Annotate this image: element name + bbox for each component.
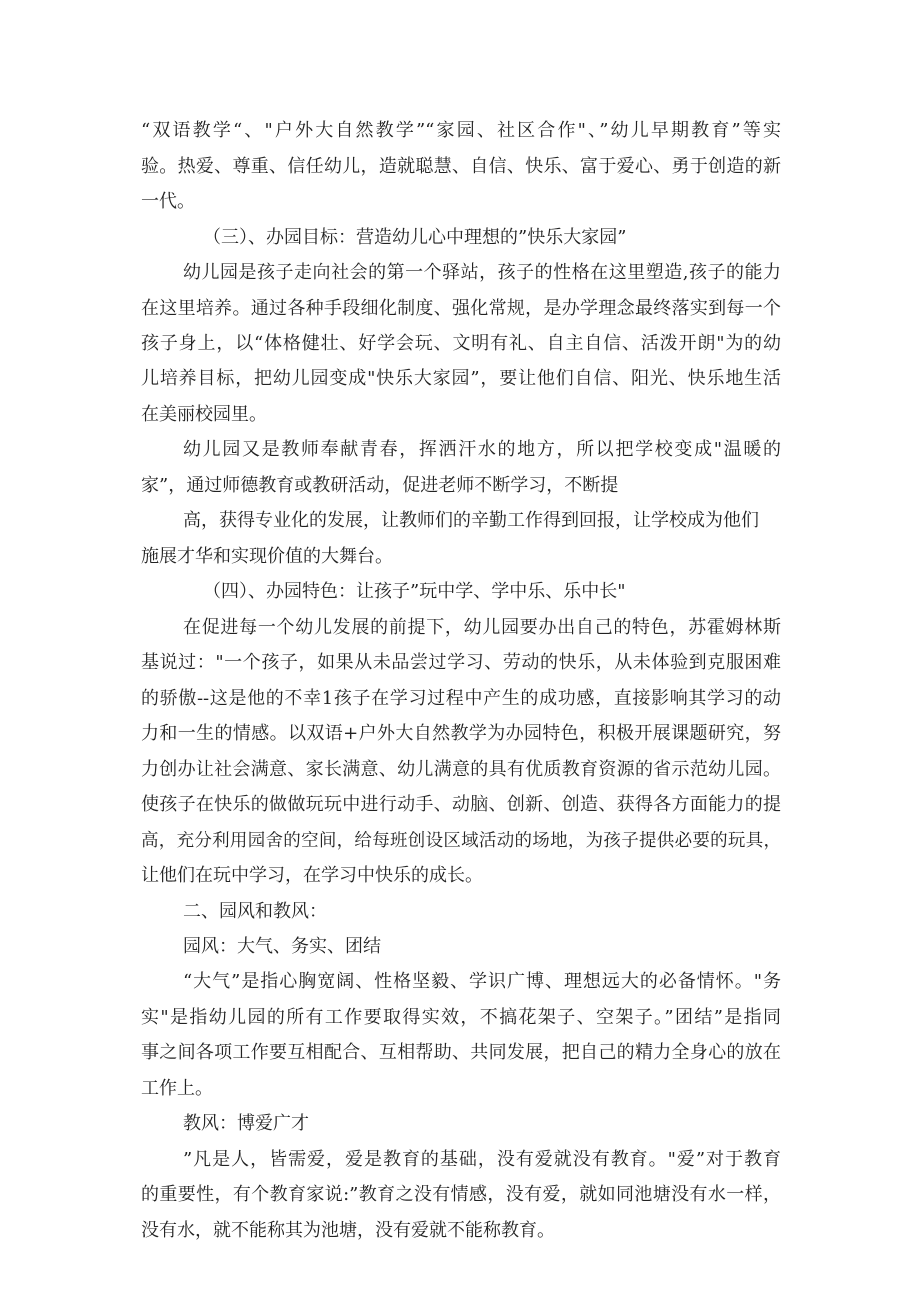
section-heading: （三）、办园目标：营造幼儿心中理想的”快乐大家园”	[203, 227, 627, 248]
text-line: 的骄傲--这是他的不幸1孩子在学习过程中产生的成功感，直接影响其学习的动	[141, 688, 781, 709]
text-line: 力和一生的情感。以双语+户外大自然教学为办园特色，积极开展课题研究，努	[141, 723, 781, 744]
text-line: 使孩子在快乐的做做玩玩中进行动手、动脑、创新、创造、获得各方面能力的提	[141, 794, 781, 815]
text-line: 教风：博爱广才	[183, 1113, 309, 1134]
text-line: 没有水，就不能称其为池塘，没有爱就不能称教育。	[141, 1220, 555, 1241]
text-line: 在促进每一个幼儿发展的前提下，幼儿园要办出自己的特色，苏霍姆林斯	[183, 617, 781, 638]
section-heading: （四）、办园特色：让孩子”玩中学、学中乐、乐中长"	[203, 581, 626, 602]
text-line: 孩子身上，以“体格健壮、好学会玩、文明有礼、自主自信、活泼开朗"为的幼	[141, 333, 781, 354]
text-line: 让他们在玩中学习，在学习中快乐的成长。	[141, 865, 483, 886]
text-line: 的重要性，有个教育家说:”教育之没有情感，没有爱，就如同池塘没有水一样，	[141, 1184, 781, 1205]
text-line: 儿培养目标，把幼儿园变成"快乐大家园”，要让他们自信、阳光、快乐地生活	[141, 368, 781, 389]
text-line: 高，获得专业化的发展，让教师们的辛勤工作得到回报，让学校成为他们	[183, 510, 759, 531]
text-line: 验。热爱、尊重、信任幼儿，造就聪慧、自信、快乐、富于爱心、勇于创造的新	[141, 156, 781, 177]
text-line: 基说过："一个孩子，如果从未品尝过学习、劳动的快乐，从未体验到克服困难	[141, 652, 781, 673]
text-line: 事之间各项工作要互相配合、互相帮助、共同发展，把自己的精力全身心的放在	[141, 1042, 781, 1063]
text-line: 力创办让社会满意、家长满意、幼儿满意的具有优质教育资源的省示范幼儿园。	[141, 759, 781, 780]
text-line: 在美丽校园里。	[141, 404, 267, 425]
text-line: 幼儿园又是教师奉献青春，挥洒汗水的地方，所以把学校变成"温暖的	[183, 439, 781, 460]
text-line: 家”，通过师德教育或教研活动，促进老师不断学习，不断提	[141, 475, 619, 496]
text-line: 高，充分利用园舍的空间，给每班创设区域活动的场地，为孩子提供必要的玩具，	[141, 831, 781, 851]
text-line: “大气”是指心胸宽阔、性格坚毅、学识广博、理想远大的必备情怀。"务	[183, 971, 781, 992]
text-line: 一代。	[141, 191, 195, 212]
section-heading: 二、园风和教风：	[183, 901, 327, 922]
text-line: 工作上。	[141, 1078, 213, 1099]
text-line: “双语教学“、"户外大自然教学”“家园、社区合作"、”幼儿早期教育”等实	[141, 120, 781, 141]
text-line: 幼儿园是孩子走向社会的第一个驿站，孩子的性格在这里塑造,孩子的能力	[183, 262, 781, 283]
text-line: 在这里培养。通过各种手段细化制度、强化常规，是办学理念最终落实到每一个	[141, 298, 781, 319]
text-line: ”凡是人，皆需爱，爱是教育的基础，没有爱就没有教育。"爱”对于教育	[183, 1149, 781, 1170]
text-line: 实"是指幼儿园的所有工作要取得实效，不搞花架子、空架子。”团结”是指同	[141, 1007, 781, 1028]
text-line: 园风：大气、务实、团结	[183, 936, 381, 957]
text-line: 施展才华和实现价值的大舞台。	[141, 546, 393, 567]
